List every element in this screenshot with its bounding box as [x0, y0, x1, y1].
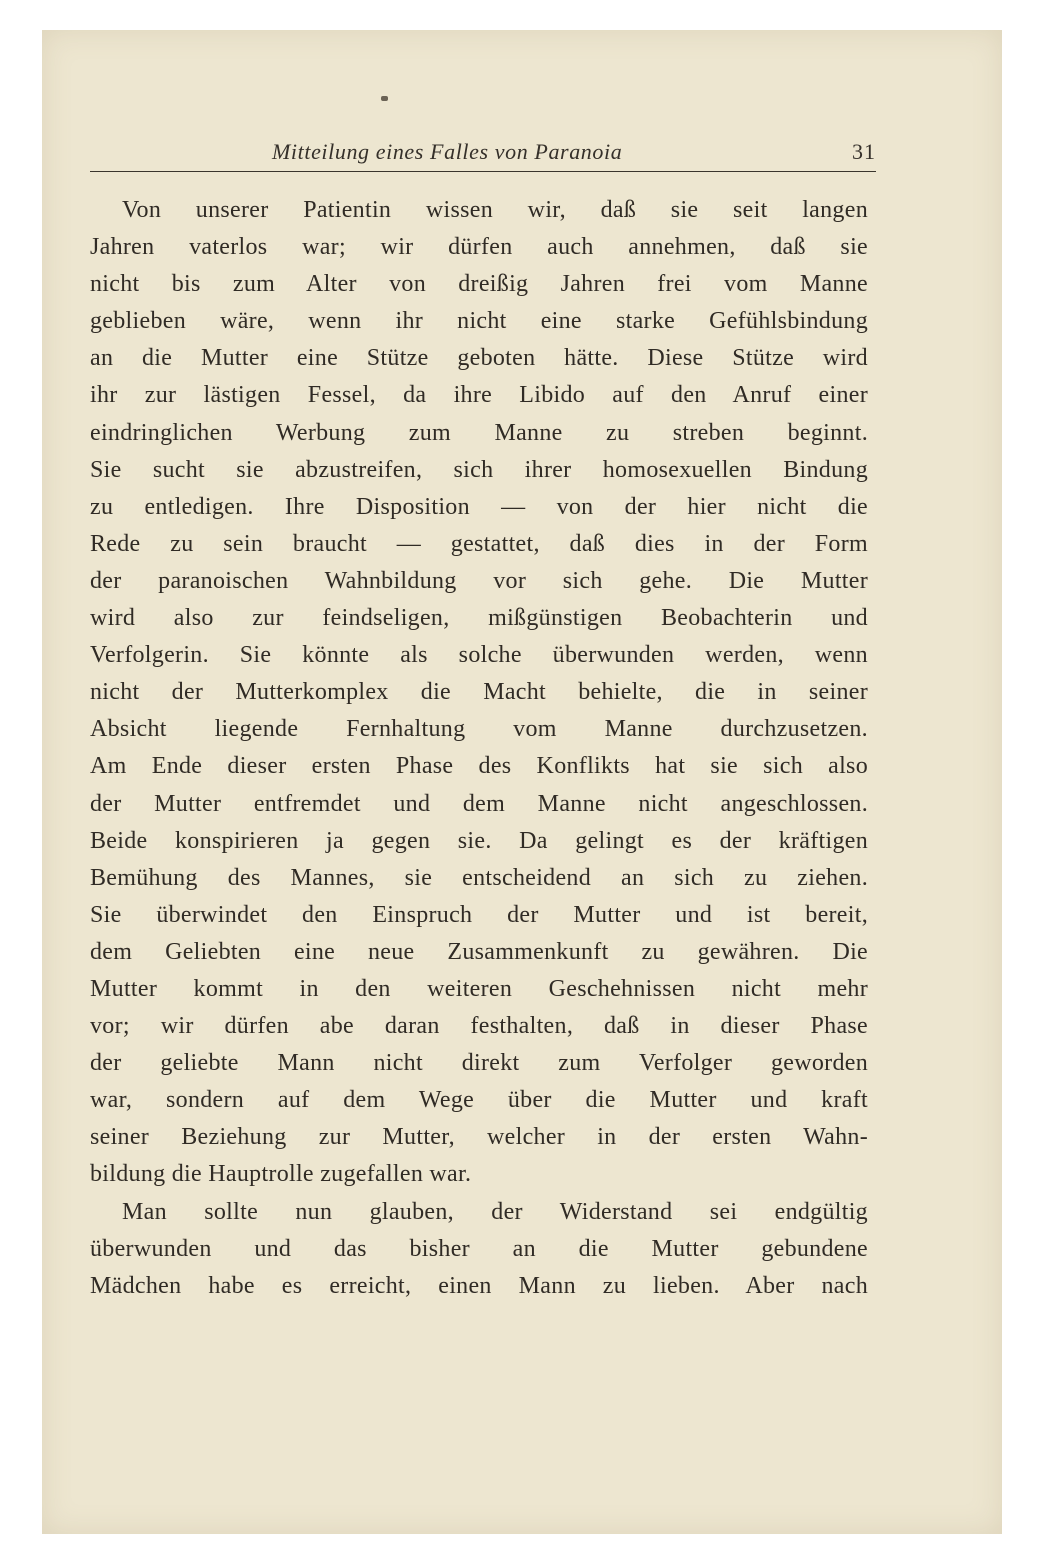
paragraph-1	[90, 192, 868, 1194]
text-line: Mädchen habe es erreicht, einen Mann zu lieben. Aber nach	[90, 1272, 868, 1299]
text-line: Jahren vaterlos war; wir dürfen auch annehmen, daß sie	[90, 234, 868, 261]
text-line: Am Ende dieser ersten Phase des Konflikts hat sie sich also	[90, 753, 868, 780]
text-line: Rede zu sein braucht — gestattet, daß dies in der Form	[90, 530, 868, 557]
text-line: Sie überwindet den Einspruch der Mutter und ist bereit,	[90, 901, 868, 928]
text-line: Verfolgerin. Sie könnte als solche überwunden werden, wenn	[90, 642, 868, 669]
body-text	[90, 192, 868, 1305]
text-line: der geliebte Mann nicht direkt zum Verfolger geworden	[90, 1050, 868, 1077]
page-number: 31	[852, 139, 876, 164]
text-line: geblieben wäre, wenn ihr nicht eine starke Gefühlsbindung	[90, 308, 868, 335]
text-line: der paranoischen Wahnbildung vor sich gehe. Die Mutter	[90, 567, 868, 594]
text-line: überwunden und das bisher an die Mutter gebundene	[90, 1235, 868, 1262]
text-line: Sie sucht sie abzustreifen, sich ihrer homosexuellen Bindung	[90, 456, 868, 483]
text-line: Beide konspirieren ja gegen sie. Da gelingt es der kräftigen	[90, 827, 868, 854]
text-line: der Mutter entfremdet und dem Manne nicht angeschlossen.	[90, 790, 868, 817]
text-line: bildung die Hauptrolle zugefallen war.	[90, 1161, 472, 1188]
text-line: Bemühung des Mannes, sie entscheidend an sich zu ziehen.	[90, 864, 868, 891]
text-line: war, sondern auf dem Wege über die Mutter und kraft	[90, 1087, 868, 1114]
text-line: Von unserer Patientin wissen wir, daß sie seit langen	[122, 197, 868, 223]
text-line: Mutter kommt in den weiteren Geschehnissen nicht mehr	[90, 975, 868, 1002]
text-line: Absicht liegende Fernhaltung vom Manne durchzusetzen.	[90, 716, 868, 743]
running-header	[90, 137, 876, 172]
text-line: Man sollte nun glauben, der Widerstand sei endgültig	[122, 1198, 868, 1225]
text-line: seiner Beziehung zur Mutter, welcher in der ersten Wahn-	[90, 1124, 868, 1151]
ink-speck	[381, 96, 388, 101]
text-line: ihr zur lästigen Fessel, da ihre Libido auf den Anruf einer	[90, 382, 868, 409]
text-line: zu entledigen. Ihre Disposition — von der hier nicht die	[90, 493, 868, 520]
text-line: wird also zur feindseligen, mißgünstigen Beobachterin und	[90, 605, 868, 632]
text-line: an die Mutter eine Stütze geboten hätte. Diese Stütze wird	[90, 345, 868, 372]
text-line: nicht der Mutterkomplex die Macht behielte, die in seiner	[90, 679, 868, 706]
text-line: dem Geliebten eine neue Zusammenkunft zu gewähren. Die	[90, 938, 868, 965]
running-title: Mitteilung eines Falles von Paranoia	[272, 139, 623, 164]
text-line: eindringlichen Werbung zum Manne zu streben beginnt.	[90, 419, 868, 446]
paragraph-2	[90, 1194, 868, 1305]
text-line: vor; wir dürfen abe daran festhalten, daß in dieser Phase	[90, 1013, 868, 1040]
text-line: nicht bis zum Alter von dreißig Jahren frei vom Manne	[90, 271, 868, 298]
